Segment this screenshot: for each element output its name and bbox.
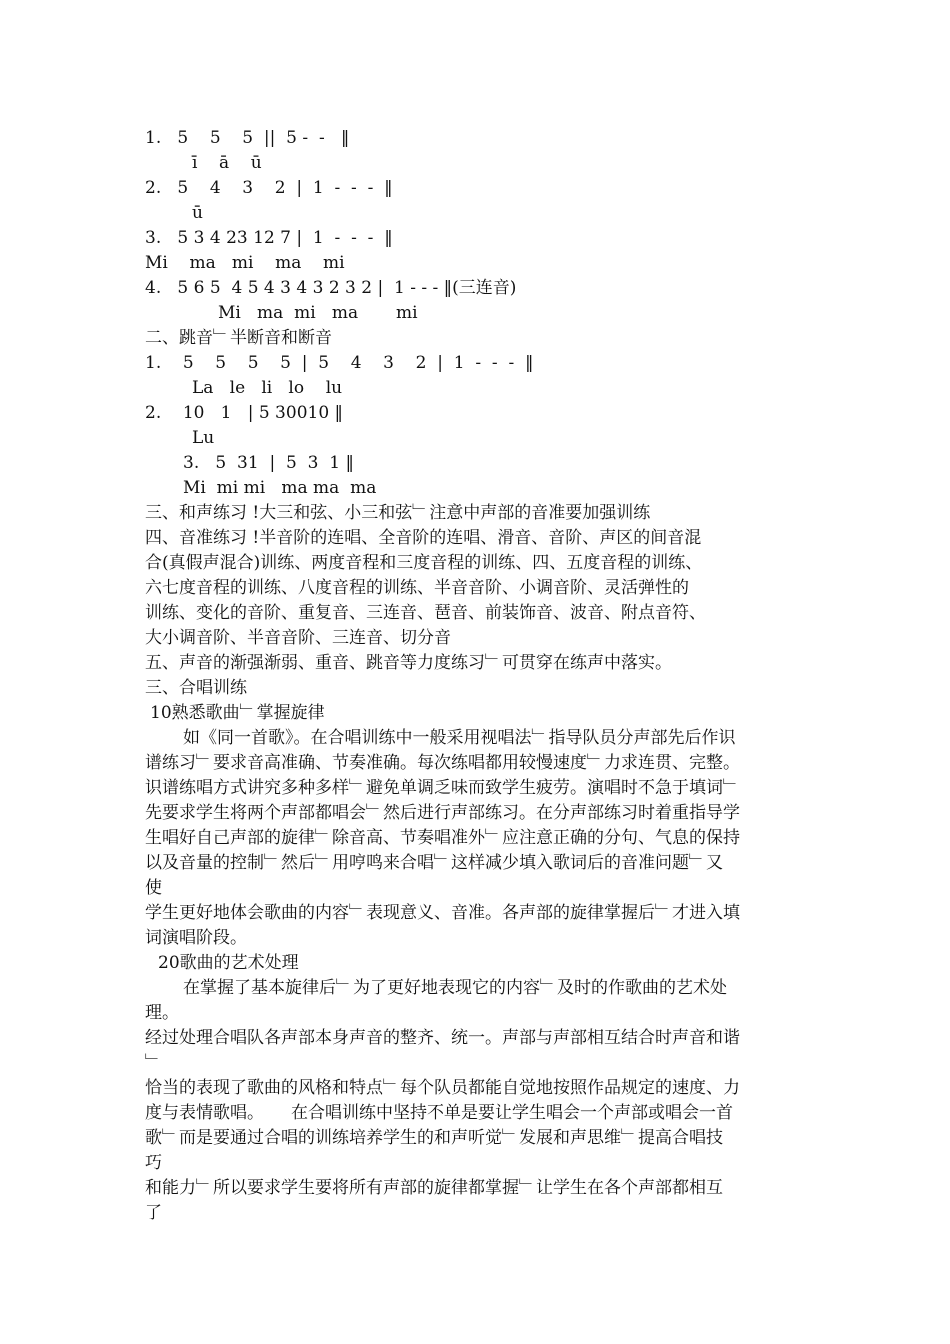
- paragraph-line: 理。: [145, 1003, 179, 1023]
- lyric-line: Mi ma mi ma mi: [218, 303, 418, 323]
- paragraph-line: 三、和声练习 !大三和弦、小三和弦﹂注意中声部的音准要加强训练: [145, 503, 651, 523]
- paragraph-line: 训练、变化的音阶、重复音、三连音、琶音、前装饰音、波音、附点音符、: [145, 603, 706, 623]
- paragraph-line: 大小调音阶、半音音阶、三连音、切分音: [145, 628, 451, 648]
- paragraph-line: 四、音准练习 !半音阶的连唱、全音阶的连唱、滑音、音阶、声区的间音混: [145, 528, 702, 548]
- paragraph-line: 生唱好自己声部的旋律﹂除音高、节奏唱准外﹂应注意正确的分句、气息的保持: [145, 828, 740, 848]
- paragraph-line: 在掌握了基本旋律后﹂为了更好地表现它的内容﹂及时的作歌曲的艺术处: [183, 978, 727, 998]
- notation-line: 4. 5 6 5 4 5 4 3 4 3 2 3 2 | 1 - - - ‖(三连音): [145, 278, 517, 298]
- paragraph-line: 度与表情歌唱。 在合唱训练中坚持不单是要让学生唱会一个声部或唱会一首: [145, 1103, 734, 1123]
- paragraph-line: 了: [145, 1203, 162, 1223]
- subsection-heading: 10熟悉歌曲﹂掌握旋律: [150, 703, 325, 723]
- paragraph-line: 歌﹂而是要通过合唱的训练培养学生的和声听觉﹂发展和声思维﹂提高合唱技: [145, 1128, 723, 1148]
- section-heading: 三、合唱训练: [145, 678, 247, 698]
- paragraph-line: 识谱练唱方式讲究多种多样﹂避免单调乏味而致学生疲劳。演唱时不急于填词﹂: [145, 778, 740, 798]
- paragraph-line: 合(真假声混合)训练、两度音程和三度音程的训练、四、五度音程的训练、: [145, 553, 703, 573]
- lyric-line: ī ā ū: [192, 153, 262, 173]
- notation-line: 3. 5 3 4 23 12 7 | 1 - - - ‖: [145, 228, 393, 248]
- lyric-line: Mi mi mi ma ma ma: [183, 478, 377, 498]
- paragraph-line: ﹂: [145, 1053, 162, 1073]
- paragraph-line: 如《同一首歌》。在合唱训练中一般采用视唱法﹂指导队员分声部先后作识: [183, 728, 736, 748]
- paragraph-line: 巧: [145, 1153, 162, 1173]
- notation-line: 3. 5 31 | 5 3 1 ‖: [183, 453, 354, 473]
- lyric-line: La le li lo lu: [192, 378, 343, 398]
- paragraph-line: 六七度音程的训练、八度音程的训练、半音音阶、小调音阶、灵活弹性的: [145, 578, 689, 598]
- paragraph-line: 和能力﹂所以要求学生要将所有声部的旋律都掌握﹂让学生在各个声部都相互: [145, 1178, 723, 1198]
- section-heading: 二、跳音﹂半断音和断音: [145, 328, 332, 348]
- lyric-line: Mi ma mi ma mi: [145, 253, 345, 273]
- notation-line: 1. 5 5 5 5 | 5 4 3 2 | 1 - - - ‖: [145, 353, 534, 373]
- paragraph-line: 恰当的表现了歌曲的风格和特点﹂每个队员都能自觉地按照作品规定的速度、力: [145, 1078, 740, 1098]
- paragraph-line: 使: [145, 878, 162, 898]
- subsection-heading: 20歌曲的艺术处理: [158, 953, 299, 973]
- paragraph-line: 学生更好地体会歌曲的内容﹂表现意义、音准。各声部的旋律掌握后﹂才进入填: [145, 903, 740, 923]
- lyric-line: Lu: [192, 428, 215, 448]
- notation-line: 1. 5 5 5 || 5 - - ‖: [145, 128, 350, 148]
- paragraph-line: 以及音量的控制﹂然后﹂用哼鸣来合唱﹂这样减少填入歌词后的音准问题﹂又: [145, 853, 723, 873]
- paragraph-line: 词演唱阶段。: [145, 928, 247, 948]
- paragraph-line: 经过处理合唱队各声部本身声音的整齐、统一。声部与声部相互结合时声音和谐: [145, 1028, 740, 1048]
- paragraph-line: 谱练习﹂要求音高准确、节奏准确。每次练唱都用较慢速度﹂力求连贯、完整。: [145, 753, 740, 773]
- lyric-line: ū: [192, 203, 203, 223]
- paragraph-line: 先要求学生将两个声部都唱会﹂然后进行声部练习。在分声部练习时着重指导学: [145, 803, 740, 823]
- notation-line: 2. 10 1 | 5 30010 ‖: [145, 403, 344, 423]
- paragraph-line: 五、声音的渐强渐弱、重音、跳音等力度练习﹂可贯穿在练声中落实。: [145, 653, 672, 673]
- notation-line: 2. 5 4 3 2 | 1 - - - ‖: [145, 178, 393, 198]
